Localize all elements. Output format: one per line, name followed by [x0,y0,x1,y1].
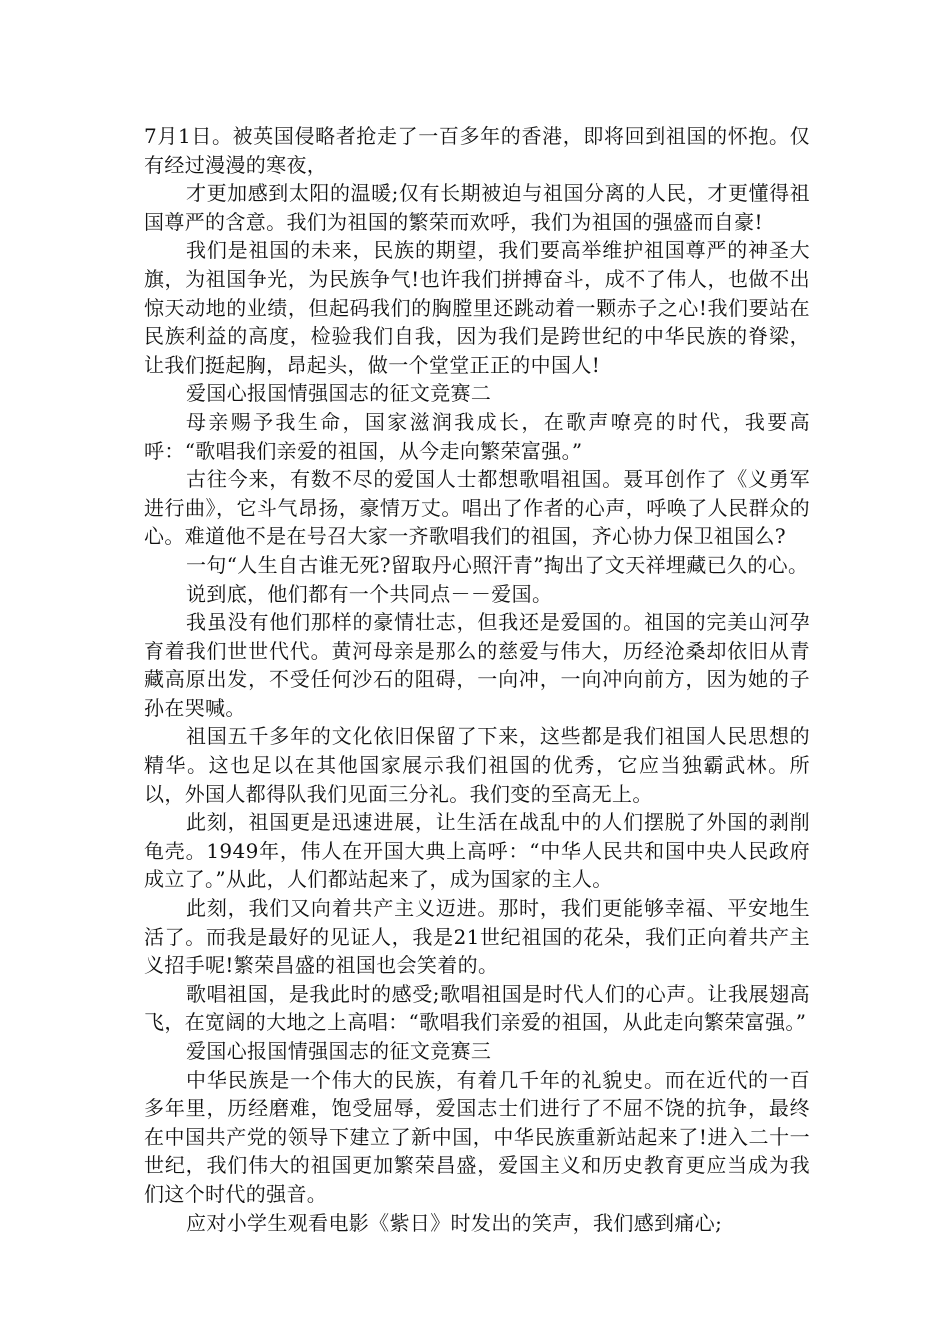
paragraph: 此刻，祖国更是迅速进展，让生活在战乱中的人们摆脱了外国的剥削龟壳。1949年，伟人在开国大典上高呼：“中华人民共和国中央人民政府成立了。”从此，人们都站起来了，成为国家的主人。 [144,810,810,892]
paragraph: 应对小学生观看电影《紫日》时发出的笑声，我们感到痛心; [186,1210,723,1235]
section-heading: 爱国心报国情强国志的征文竞赛二 [186,381,492,406]
paragraph: 此刻，我们又向着共产主义迈进。那时，我们更能够幸福、平安地生活了。而我是最好的见证人，我是21世纪祖国的花朵，我们正向着共产主义招手呢!繁荣昌盛的祖国也会笑着的。 [144,896,810,978]
paragraph: 一句“人生自古谁无死?留取丹心照汗青”掏出了文天祥埋藏已久的心。 [186,552,809,577]
paragraph: 说到底，他们都有一个共同点－－爱国。 [186,581,553,606]
paragraph: 7月1日。被英国侵略者抢走了一百多年的香港，即将回到祖国的怀抱。仅有经过漫漫的寒夜， [144,124,810,177]
paragraph: 古往今来，有数不尽的爱国人士都想歌唱祖国。聂耳创作了《义勇军进行曲》，它斗气昂扬，豪情万丈。唱出了作者的心声，呼唤了人民群众的心。难道他不是在号召大家一齐歌唱我们的祖国，齐心协力保卫祖国么? [144,467,810,549]
paragraph: 才更加感到太阳的温暖;仅有长期被迫与祖国分离的人民，才更懂得祖国尊严的含意。我们为祖国的繁荣而欢呼，我们为祖国的强盛而自豪! [144,181,810,234]
paragraph: 我们是祖国的未来，民族的期望，我们要高举维护祖国尊严的神圣大旗，为祖国争光，为民族争气!也许我们拼搏奋斗，成不了伟人，也做不出惊天动地的业绩，但起码我们的胸膛里还跳动着一颗赤子之心!我们要站在民族利益的高度，检验我们自我，因为我们是跨世纪的中华民族的脊梁，让我们挺起胸，昂起头，做一个堂堂正正的中国人! [144,238,810,377]
section-heading: 爱国心报国情强国志的征文竞赛三 [186,1039,492,1063]
paragraph: 祖国五千多年的文化依旧保留了下来，这些都是我们祖国人民思想的精华。这也足以在其他国家展示我们祖国的优秀，它应当独霸武林。所以，外国人都得队我们见面三分礼。我们变的至高无上。 [144,724,810,806]
paragraph: 中华民族是一个伟大的民族，有着几千年的礼貌史。而在近代的一百多年里，历经磨难，饱受屈辱，爱国志士们进行了不屈不饶的抗争，最终在中国共产党的领导下建立了新中国，中华民族重新站起来了!进入二十一世纪，我们伟大的祖国更加繁荣昌盛，爱国主义和历史教育更应当成为我们这个时代的强音。 [144,1067,810,1206]
paragraph: 歌唱祖国，是我此时的感受;歌唱祖国是时代人们的心声。让我展翅高飞，在宽阔的大地之上高唱：“歌唱我们亲爱的祖国，从此走向繁荣富强。” [144,981,810,1035]
document-body [144,122,810,1237]
paragraph: 我虽没有他们那样的豪情壮志，但我还是爱国的。祖国的完美山河孕育着我们世世代代。黄河母亲是那么的慈爱与伟大，历经沧桑却依旧从青藏高原出发，不受任何沙石的阻碍，一向冲，一向冲向前方，因为她的子孙在哭喊。 [144,610,810,720]
paragraph: 母亲赐予我生命，国家滋润我成长，在歌声嘹亮的时代，我要高呼：“歌唱我们亲爱的祖国，从今走向繁荣富强。” [144,409,810,463]
